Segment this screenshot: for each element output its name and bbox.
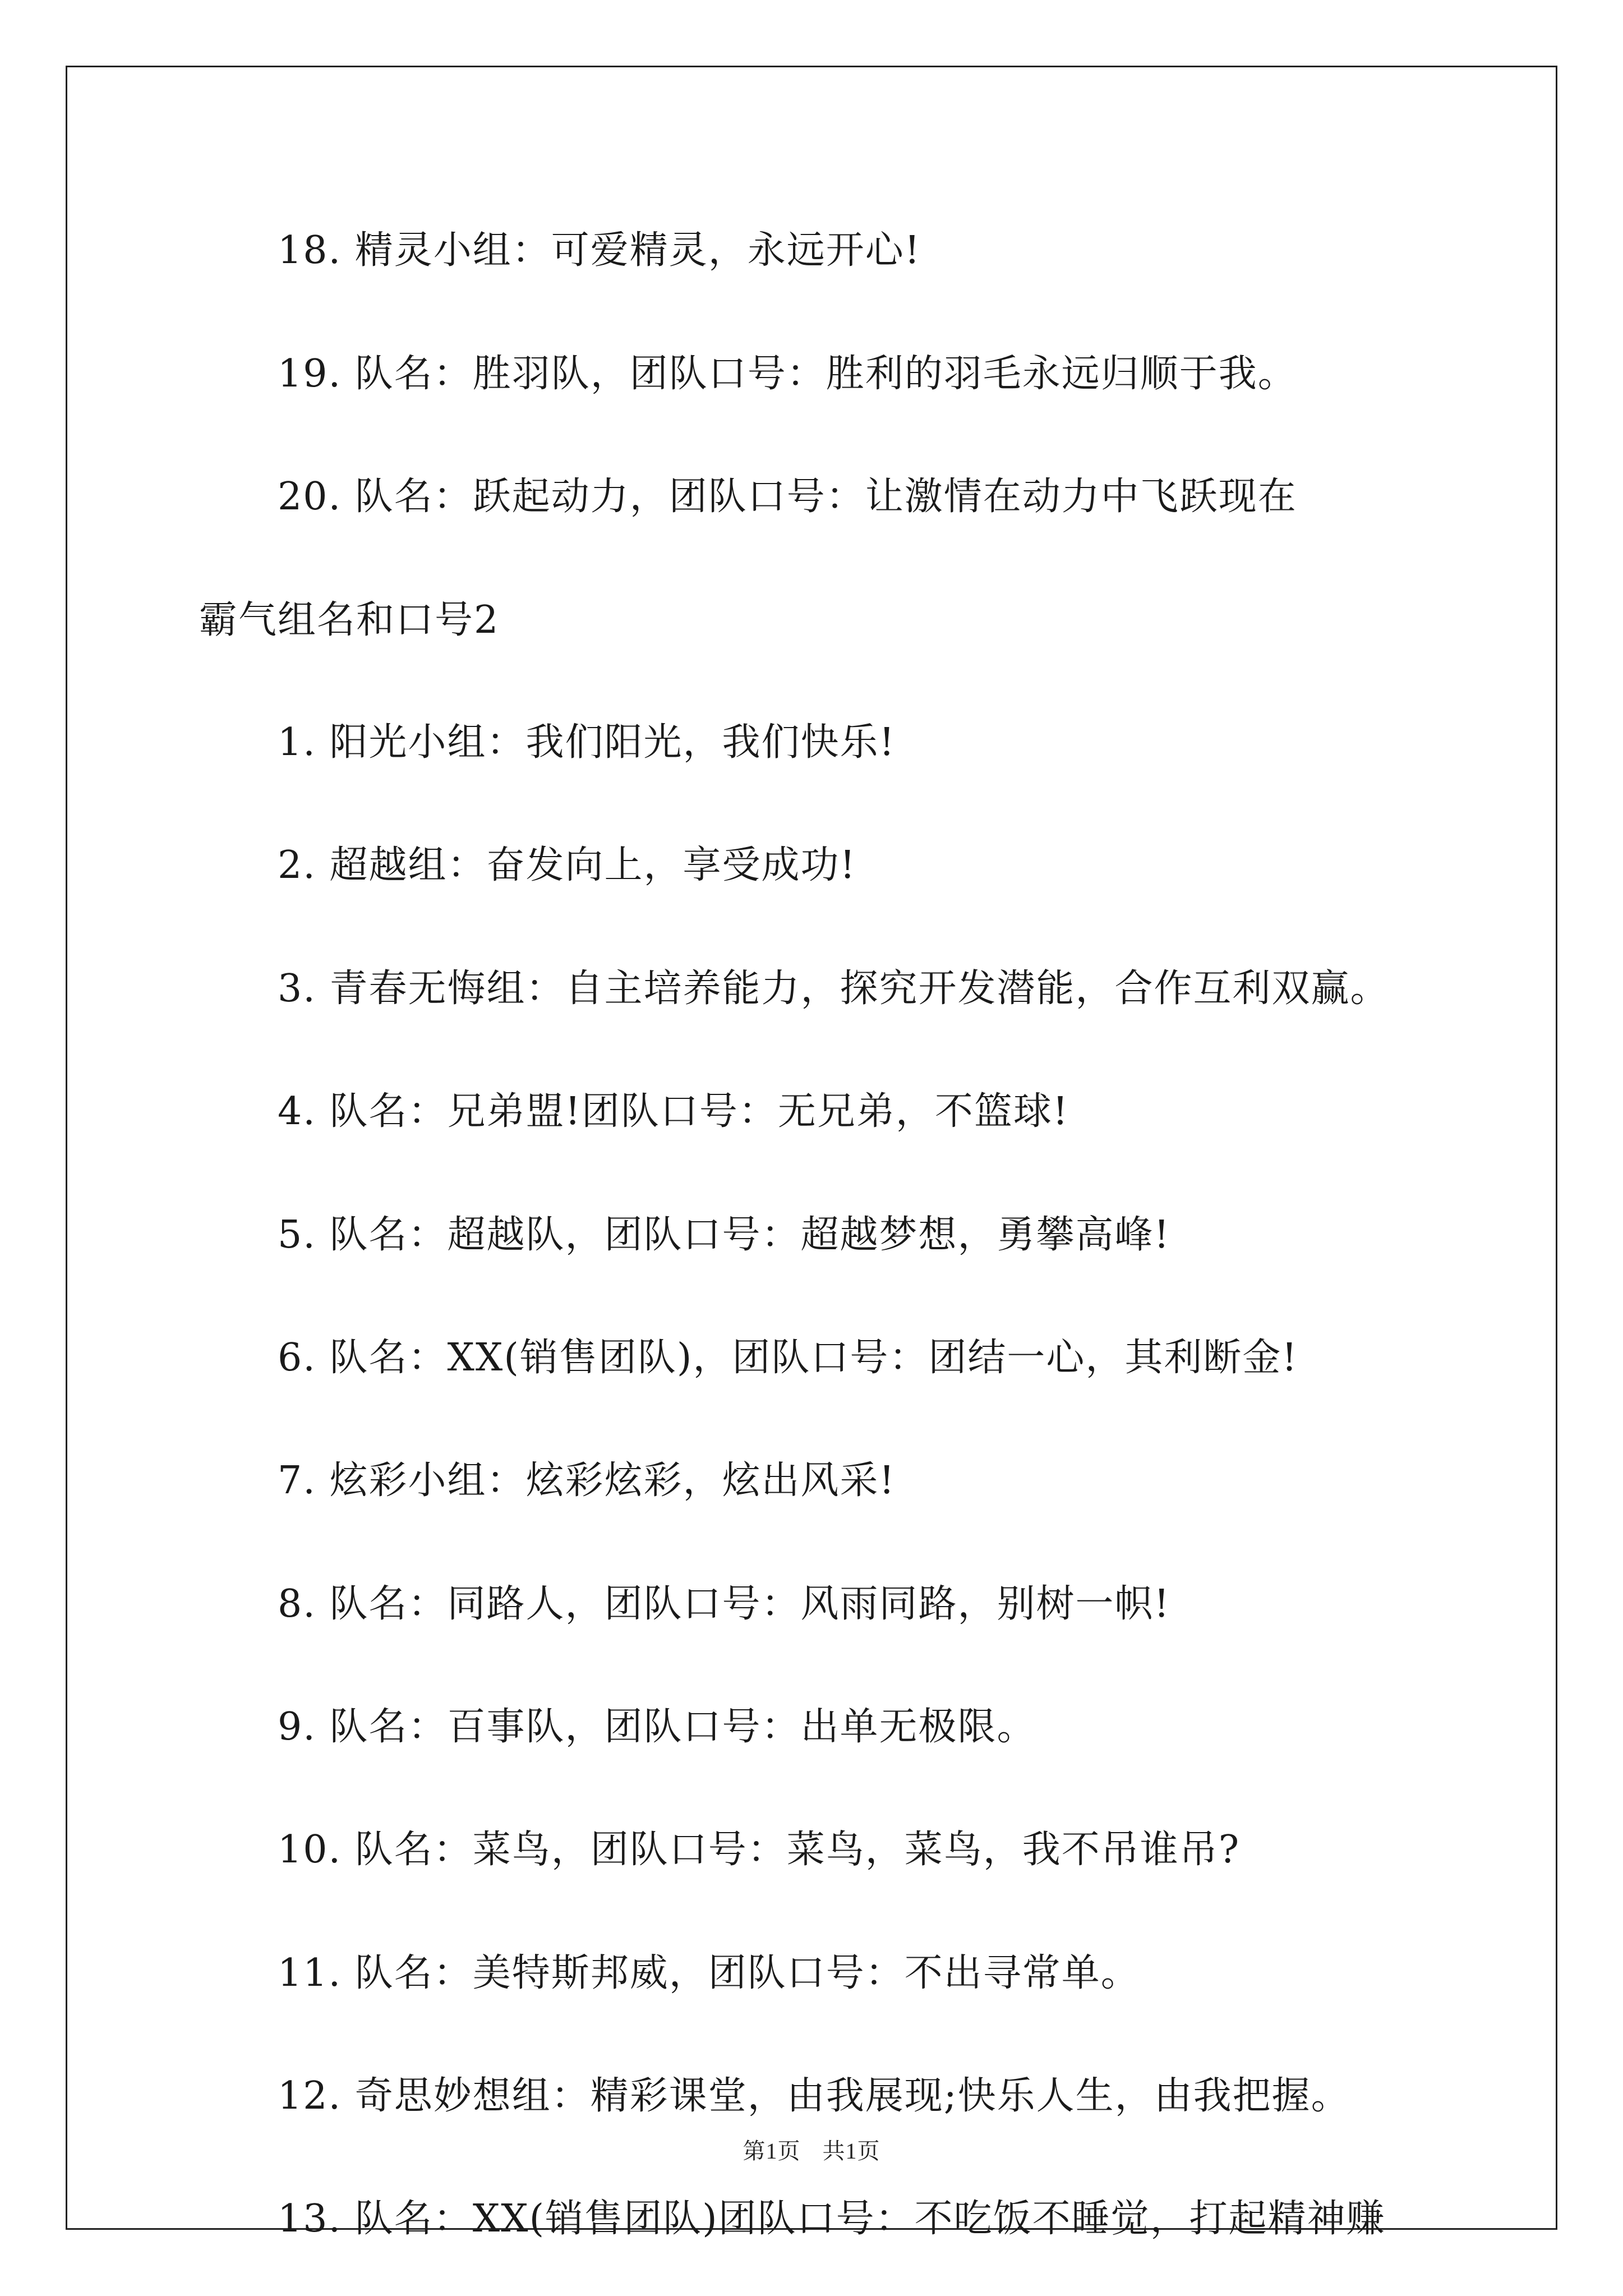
list-item: 10. 队名：菜鸟，团队口号：菜鸟，菜鸟，我不吊谁吊? bbox=[278, 1828, 1241, 1872]
list-item: 6. 队名：XX(销售团队)，团队口号：团结一心，其利断金! bbox=[278, 1336, 1298, 1380]
list-item: 18. 精灵小组：可爱精灵，永远开心! bbox=[278, 228, 921, 273]
list-item: 4. 队名：兄弟盟!团队口号：无兄弟，不篮球! bbox=[278, 1089, 1069, 1134]
list-item: 8. 队名：同路人，团队口号：风雨同路，别树一帜! bbox=[278, 1582, 1170, 1626]
list-item: 7. 炫彩小组：炫彩炫彩，炫出风采! bbox=[278, 1458, 896, 1503]
page-number-total: 共1页 bbox=[822, 2138, 880, 2164]
list-item: 2. 超越组：奋发向上，享受成功! bbox=[278, 843, 856, 887]
list-item: 19. 队名：胜羽队，团队口号：胜利的羽毛永远归顺于我。 bbox=[278, 352, 1297, 396]
page-footer bbox=[0, 2133, 1623, 2165]
list-item: 1. 阳光小组：我们阳光，我们快乐! bbox=[278, 720, 896, 765]
list-item: 3. 青春无悔组：自主培养能力，探究开发潜能，合作互利双赢。 bbox=[278, 967, 1390, 1011]
list-item: 20. 队名：跃起动力，团队口号：让激情在动力中飞跃现在 bbox=[278, 475, 1297, 519]
list-item: 11. 队名：美特斯邦威，团队口号：不出寻常单。 bbox=[278, 1951, 1140, 1995]
list-item: 13. 队名：XX(销售团队)团队口号：不吃饭不睡觉，打起精神赚 bbox=[278, 2197, 1386, 2241]
list-item: 5. 队名：超越队，团队口号：超越梦想，勇攀高峰! bbox=[278, 1213, 1170, 1257]
list-item: 12. 奇思妙想组：精彩课堂，由我展现;快乐人生，由我把握。 bbox=[278, 2074, 1350, 2118]
section-heading: 霸气组名和口号2 bbox=[199, 598, 500, 642]
list-item: 9. 队名：百事队，团队口号：出单无极限。 bbox=[278, 1705, 1036, 1749]
page-number-current: 第1页 bbox=[743, 2138, 801, 2164]
